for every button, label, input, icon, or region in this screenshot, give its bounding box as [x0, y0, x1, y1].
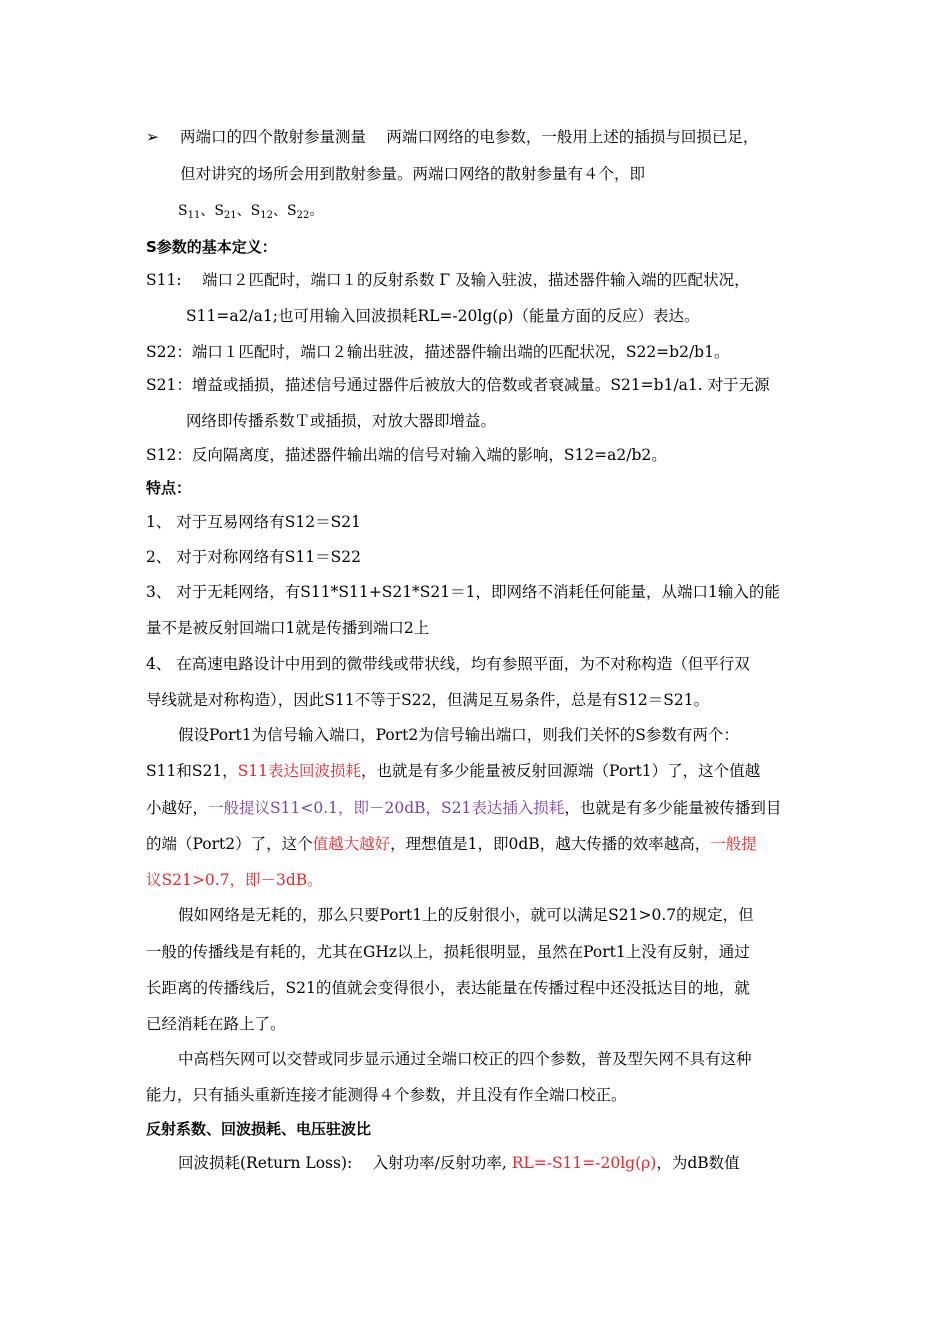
feature-1: 1、 对于互易网络有S12＝S21 — [146, 513, 361, 531]
para1-line-3: 小越好，一般提议S11<0.1，即－20dB，S21表达插入损耗，也就是有多少能量被传播到目 — [146, 799, 782, 817]
para2-line-1: 假如网络是无耗的，那么只要Port1上的反射很小，就可以满足S21>0.7的规定，但 — [178, 906, 754, 924]
def-s11-line-1: S11: 端口２匹配时，端口１的反射系数 Γ 及输入驻波，描述器件输入端的匹配状况， — [146, 271, 750, 289]
highlight-s11-recommendation: 一般提议S11<0.1，即－20dB，S21表达插入损耗 — [208, 799, 565, 817]
bullet-line-1 — [146, 127, 758, 147]
def-s21-line-2: 网络即传播系数Ｔ或插损，对放大器即增益。 — [186, 412, 497, 430]
para1-line-2: S11和S21，S11表达回波损耗，也就是有多少能量被反射回源端（Port1）了，这个值越 — [146, 762, 761, 780]
bullet-line-2: 但对讲究的场所会用到散射参量。两端口网络的散射参量有４个，即 — [180, 165, 646, 183]
return-loss-line: 回波损耗(Return Loss): 入射功率/反射功率, RL=-S11=-20lg(ρ)，为dB数值 — [178, 1154, 740, 1172]
highlight-larger-is-better: 值越大越好 — [312, 835, 391, 853]
arrow-bullet-icon: ➢ — [146, 128, 159, 146]
highlight-rl-formula: RL=-S11=-20lg(ρ) — [511, 1154, 657, 1172]
para1-line-5: 议S21>0.7，即－3dB。 — [146, 871, 323, 889]
bullet-text-1: 两端口的四个散射参量测量 两端口网络的电参数，一般用上述的插损与回损已足， — [180, 128, 759, 146]
feature-4-line-1: 4、 在高速电路设计中用到的微带线或带状线，均有参照平面，为不对称构造（但平行双 — [146, 655, 750, 673]
highlight-s21-recommendation-start: 一般提 — [710, 835, 757, 853]
def-s22: S22：端口１匹配时，端口２输出驻波，描述器件输出端的匹配状况，S22=b2/b1。 — [146, 343, 730, 361]
para2-line-4: 已经消耗在路上了。 — [146, 1015, 286, 1033]
para2-line-3: 长距离的传播线后，S21的值就会变得很小，表达能量在传播过程中还没抵达目的地，就 — [146, 979, 750, 997]
feature-2: 2、 对于对称网络有S11＝S22 — [146, 548, 361, 566]
s-parameter-list: $S_{11}$、$S_{21}$、$S_{12}$、$S_{22}$。 — [178, 203, 324, 221]
feature-3-line-1: 3、 对于无耗网络，有S11*S11+S21*S21＝1，即网络不消耗任何能量，从端口1输入的能 — [146, 583, 780, 601]
para1-line-1: 假设Port1为信号输入端口，Port2为信号输出端口，则我们关怀的S参数有两个： — [178, 726, 739, 744]
def-s12: S12：反向隔离度，描述器件输出端的信号对输入端的影响，S12=a2/b2。 — [146, 446, 667, 464]
heading-s-parameter-definition: S参数的基本定义： — [146, 238, 277, 256]
def-s21-line-1: S21：增益或插损，描述信号通过器件后被放大的倍数或者衰减量。S21=b1/a1. 对于无源 — [146, 376, 770, 394]
highlight-s11-return-loss: S11表达回波损耗 — [237, 762, 362, 780]
heading-reflection-return-loss-vswr: 反射系数、回波损耗、电压驻波比 — [146, 1120, 372, 1138]
para2-line-2: 一般的传播线是有耗的，尤其在GHz以上，损耗很明显，虽然在Port1上没有反射，通过 — [146, 943, 750, 961]
para3-line-1: 中高档矢网可以交替或同步显示通过全端口校正的四个参数，普及型矢网不具有这种 — [178, 1050, 752, 1068]
para1-line-4: 的端（Port2）了，这个值越大越好，理想值是1，即0dB，越大传播的效率越高，一般提 — [146, 835, 757, 853]
feature-4-line-2: 导线就是对称构造），因此S11不等于S22，但满足互易条件，总是有S12＝S21。 — [146, 691, 710, 709]
heading-features: 特点： — [146, 479, 192, 497]
feature-3-line-2: 量不是被反射回端口1就是传播到端口2上 — [146, 619, 430, 637]
para3-line-2: 能力，只有插头重新连接才能测得４个参数，并且没有作全端口校正。 — [146, 1086, 627, 1104]
def-s11-line-2: S11=a2/a1;也可用输入回波损耗RL=-20lg(ρ)（能量方面的反应）表达。 — [186, 307, 700, 325]
